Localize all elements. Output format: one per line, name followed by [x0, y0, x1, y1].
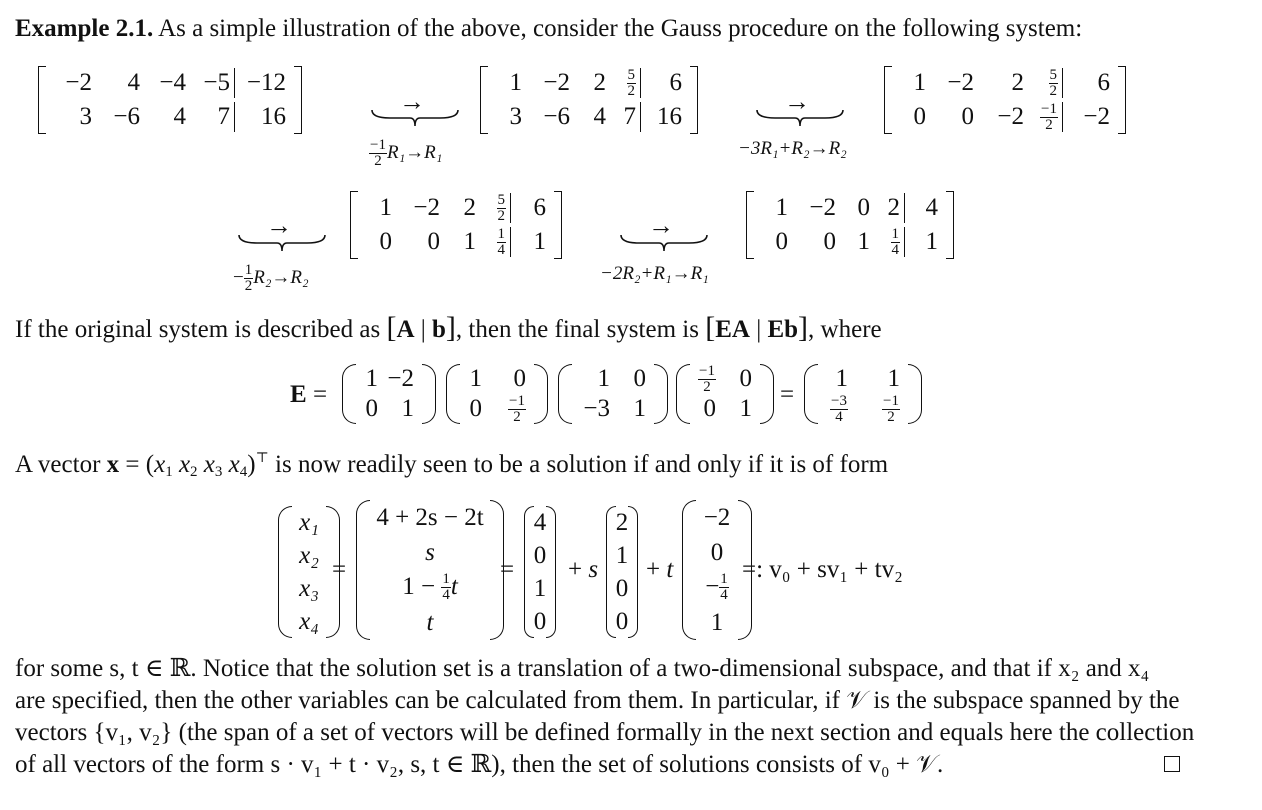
plus-s: + s [568, 556, 599, 583]
matrix-m1: 1 −2 2 $\frac{5}{2}$ 6 3 −6 4 7 16 [480, 66, 698, 134]
example-heading-line [15, 14, 1082, 44]
sentence-2: If the original system is described as [A | b], then the final system is [EA | Eb], where [15, 311, 882, 344]
matrix-e-a: 1 −2 0 1 [342, 364, 436, 424]
example-intro: As a simple illustration of the above, consider the Gauss procedure on the following system: [158, 15, 1083, 42]
right-arrow-icon: → [266, 211, 292, 240]
matrix-e-result: 1 1 $\frac{-3}{4}$ $\frac{-1}{2}$ [804, 364, 922, 424]
right-arrow-icon: → [648, 211, 674, 240]
step-label-2: −3R₁+R₂→R₂ [738, 138, 847, 159]
sentence-3: A vector $x = (x_1$ $x_2$ $x_3$ $x_4)^⊤$ is now readily seen to be a solution if and only if it is of form [15, 451, 889, 480]
step-label-1: $\frac{-1}{2}$ R₁→R₁ [370, 137, 443, 169]
equals-1: = [332, 556, 347, 583]
matrix-e-c: 1 0 −3 1 [558, 364, 668, 424]
qed-square-icon [1164, 756, 1180, 772]
matrix-e-b: 1 0 0 $\frac{-1}{2}$ [446, 364, 548, 424]
e-equation-lhs: E = [290, 381, 328, 408]
paragraph-line-4: of all vectors of the form s · v₁ + t · v₂, s, t ∈ ℝ), then the set of solutions consists of v₀ + 𝒱. [15, 751, 944, 778]
step-label-4: −2R₂+R₁→R₁ [600, 263, 709, 284]
e-equals: = [780, 381, 795, 408]
underbrace-icon [755, 108, 845, 128]
example-label: Example 2.1. [15, 15, 154, 42]
matrix-m3: 1 −2 2 $\frac{5}{2}$ 6 0 0 1 $\frac{1}{4}$ 1 [350, 191, 562, 259]
equals-2: = [500, 556, 515, 583]
vector-v0: 4 0 1 0 [524, 506, 556, 638]
underbrace-icon [619, 233, 709, 253]
paragraph-line-3: vectors {v₁, v₂} (the span of a set of vectors will be defined formally in the next section and equals here the collection [15, 719, 1195, 746]
right-arrow-icon: → [399, 87, 425, 116]
underbrace-icon [370, 108, 460, 128]
vector-v2: −2 0 − $\frac{1}{4}$ 1 [682, 500, 752, 640]
right-arrow-icon: → [784, 87, 810, 116]
vector-param: 4 + 2s − 2t s 1 − $\frac{1}{4}$ t t [356, 500, 504, 640]
vector-v1: 2 1 0 0 [606, 506, 638, 638]
matrix-m2: 1 −2 2 $\frac{5}{2}$ 6 0 0 −2 $\frac{-1}{2}$ −2 [884, 66, 1126, 134]
vector-x: x₁ x₂ x₃ x₄ [278, 506, 340, 638]
plus-t: + t [646, 556, 674, 583]
matrix-m0: −2 4 −4 −5 −12 3 −6 4 7 16 [38, 66, 302, 134]
step-label-3: − $\frac{1}{2}$ R₂→R₂ [233, 262, 309, 294]
matrix-e-d: $\frac{-1}{2}$ 0 0 1 [676, 364, 774, 424]
matrix-m4: 1 −2 0 2 4 0 0 1 $\frac{1}{4}$ 1 [746, 191, 954, 259]
paragraph-line-2: are specified, then the other variables can be calculated from them. In particular, if 𝒱 is the subspace spanned by the [15, 687, 1180, 714]
underbrace-icon [237, 233, 327, 253]
paragraph-line-1: for some s, t ∈ ℝ. Notice that the solution set is a translation of a two-dimensional subspace, and that if x₂ and x₄ [15, 655, 1150, 682]
solution-tail: =: v₀ + sv₁ + tv₂ [742, 556, 903, 583]
